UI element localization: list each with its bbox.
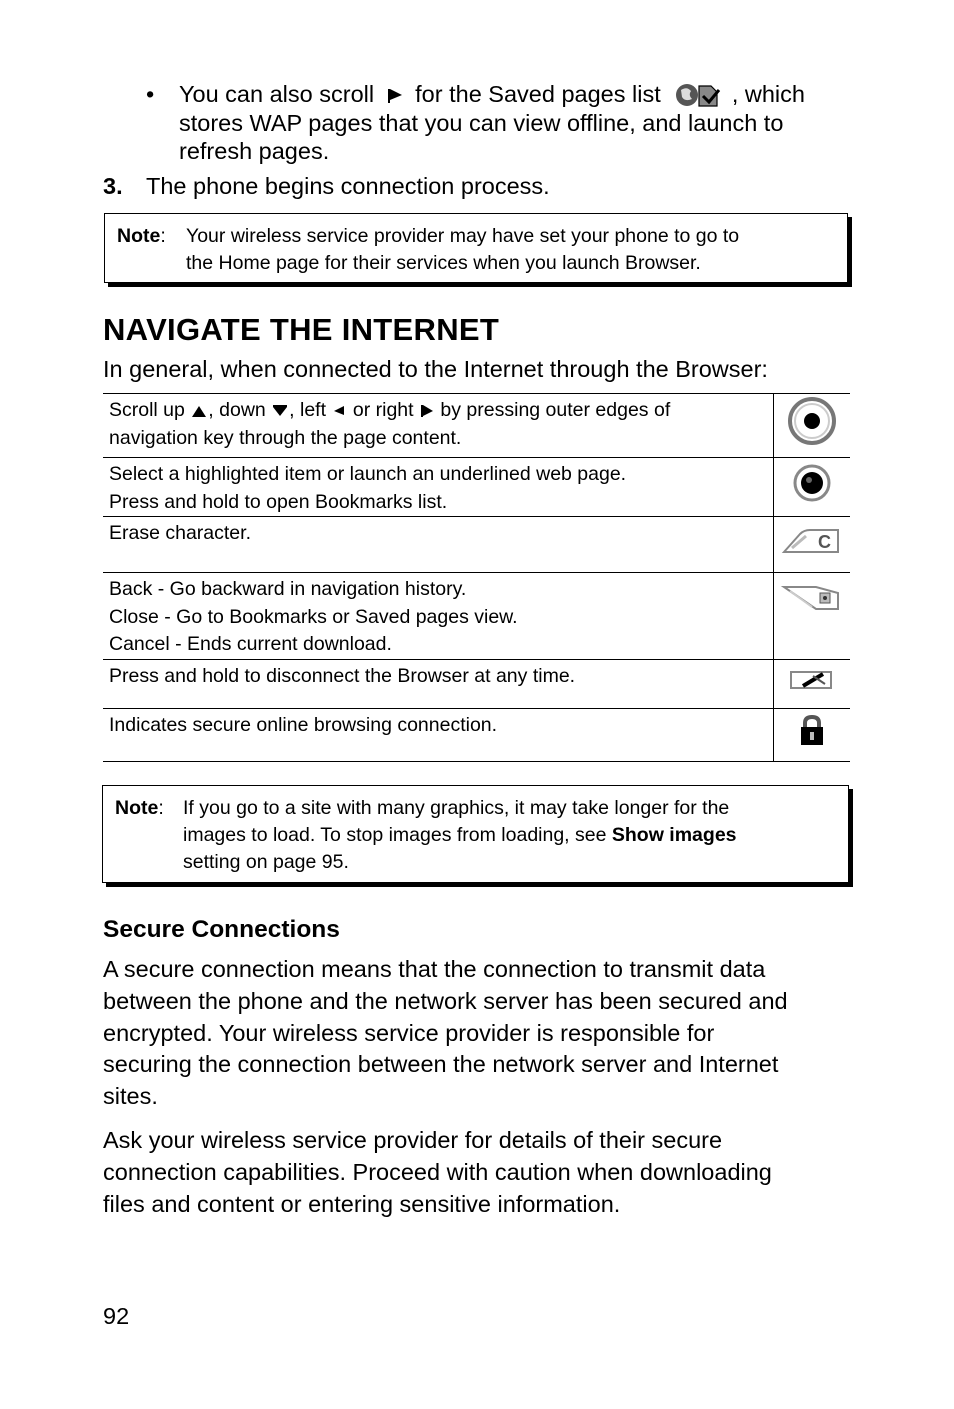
row-description: Indicates secure online browsing connection. [103,709,774,762]
note-box [104,213,848,283]
navigation-table [103,393,850,762]
paragraph: Ask your wireless service provider for details of their secure connection capabilities. Proceed with caution when downloading files and content or entering sensitive information. [103,1127,772,1217]
note-text: If you go to a site with many graphics, it may take longer for the images to load. To stop images from loading, see Show images setting on page 95. [183,797,737,873]
saved-pages-icon [673,82,725,110]
note-label: Note: [117,225,166,247]
row-description: Press and hold to disconnect the Browser at any time. [103,660,774,709]
note-box [102,785,849,883]
table-row [103,394,850,458]
note-label: Note: [115,797,164,819]
center-select-key-icon [774,458,851,517]
bullet-text-line: stores WAP pages that you can view offline, and launch to [179,110,784,136]
step-text: The phone begins connection process. [146,173,550,199]
down-arrow-icon [271,403,289,419]
bullet-text: You can also scroll [179,81,375,107]
page-number: 92 [103,1303,130,1329]
row-description: Erase character. [103,517,774,573]
navigation-key-icon [774,394,851,458]
table-row [103,709,850,762]
right-arrow-icon [385,86,405,106]
section-intro: In general, when connected to the Internet through the Browser: [103,356,768,382]
table-row [103,517,850,573]
row-description: Back - Go backward in navigation history. Close - Go to Bookmarks or Saved pages view. Cancel - Ends current download. [103,573,774,660]
bullet-text: , which [731,81,805,107]
table-row [103,660,850,709]
bullet-item [179,80,805,110]
left-arrow-icon [331,403,347,419]
svg-text:C: C [818,532,831,553]
up-arrow-icon [190,403,208,419]
end-key-icon [774,660,851,709]
clear-key-icon [774,517,851,573]
right-arrow-icon [419,403,435,419]
padlock-icon [774,709,851,762]
row-description: Select a highlighted item or launch an underlined web page. Press and hold to open Bookmarks list. [103,458,774,517]
section-title: NAVIGATE THE INTERNET [103,312,500,347]
paragraph: A secure connection means that the connection to transmit data between the phone and the network server has been secured and encrypted. Your wireless service provider is responsible for securing the connection between the network server and Internet sites. [103,956,788,1110]
right-soft-key-icon [774,573,851,660]
row-description: Scroll up , down , left or right by pressing outer edges of navigation key through the page content. [103,394,774,458]
subsection-heading: Secure Connections [103,916,340,943]
table-row [103,573,850,660]
step-number: 3. [103,173,123,199]
bullet-text-line: refresh pages. [179,138,330,164]
note-text: Your wireless service provider may have set your phone to go to the Home page for their services when you launch Browser. [186,225,740,274]
show-images-reference: Show images [611,824,737,846]
bullet-marker: • [146,81,155,107]
bullet-text: for the Saved pages list [415,81,661,107]
table-row [103,458,850,517]
